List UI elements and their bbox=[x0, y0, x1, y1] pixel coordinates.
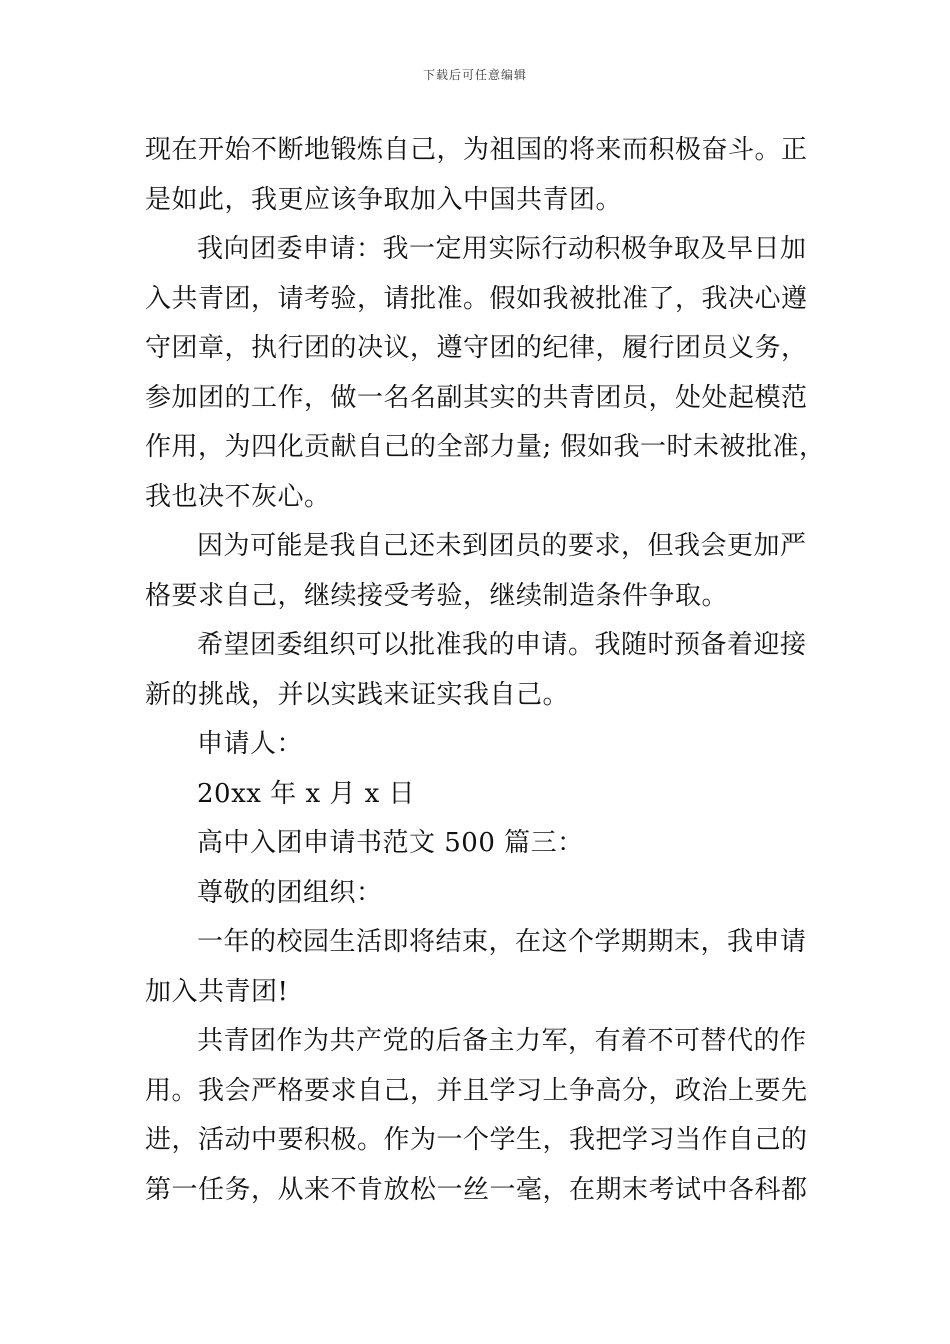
text-line-9: 因为可能是我自己还未到团员的要求，但我会更加严 bbox=[197, 531, 807, 561]
section-title: 高中入团申请书范文 500 篇三： bbox=[197, 828, 584, 858]
text-line-7: 作用，为四化贡献自己的全部力量; 假如我一时未被批准， bbox=[145, 432, 826, 462]
text-line-10: 格要求自己，继续接受考验，继续制造条件争取。 bbox=[145, 580, 729, 611]
page-header: 下载后可任意编辑 bbox=[422, 68, 527, 82]
text-line-11: 希望团委组织可以批准我的申请。我随时预备着迎接 bbox=[197, 630, 807, 660]
document-body bbox=[145, 126, 825, 1215]
text-line-6: 参加团的工作，做一名名副其实的共青团员，处处起模范 bbox=[145, 382, 808, 413]
text-line-17: 一年的校园生活即将结束，在这个学期期末，我申请 bbox=[197, 927, 807, 957]
text-line-1: 现在开始不断地锻炼自己，为祖国的将来而积极奋斗。正 bbox=[145, 135, 808, 165]
applicant-label: 申请人： bbox=[197, 729, 304, 759]
text-line-12: 新的挑战，并以实践来证实我自己。 bbox=[145, 679, 570, 710]
salutation: 尊敬的团组织： bbox=[197, 877, 383, 908]
text-line-21: 进，活动中要积极。作为一个学生，我把学习当作自己的 bbox=[145, 1125, 808, 1155]
text-line-20: 用。我会严格要求自己，并且学习上争高分，政治上要先 bbox=[145, 1075, 808, 1106]
text-line-3: 我向团委申请：我一定用实际行动积极争取及早日加 bbox=[197, 234, 807, 264]
text-line-8: 我也决不灰心。 bbox=[145, 481, 331, 512]
text-line-19: 共青团作为共产党的后备主力军，有着不可替代的作 bbox=[197, 1026, 807, 1056]
text-line-5: 守团章，执行团的决议，遵守团的纪律，履行团员义务， bbox=[145, 333, 808, 363]
text-line-2: 是如此，我更应该争取加入中国共青团。 bbox=[145, 184, 623, 215]
text-line-22: 第一任务，从来不肯放松一丝一毫，在期末考试中各科都 bbox=[145, 1174, 808, 1205]
text-line-18: 加入共青团! bbox=[145, 976, 289, 1007]
text-line-4: 入共青团，请考验，请批准。假如我被批准了，我决心遵 bbox=[145, 283, 808, 314]
date-line: 20xx 年 x 月 x 日 bbox=[197, 778, 416, 809]
